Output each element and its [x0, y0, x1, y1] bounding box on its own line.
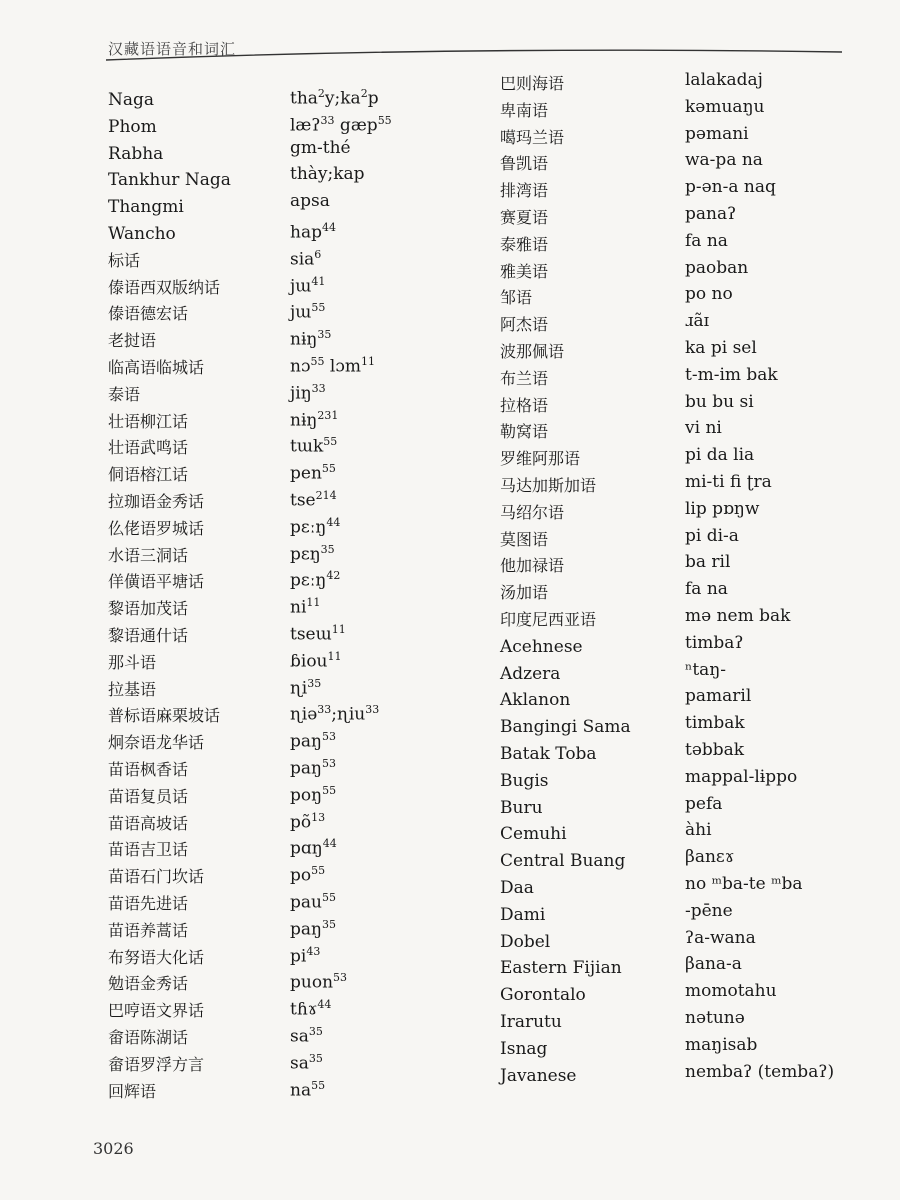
word-form	[290, 754, 336, 779]
word-form	[290, 1076, 326, 1101]
form-text: lip pɒŋw	[685, 498, 760, 519]
word-form	[685, 847, 734, 869]
form-text: nɨŋ	[290, 410, 318, 431]
form-text: wa-pa na	[685, 150, 763, 171]
language-name: 拉格语	[500, 395, 549, 415]
form-text: apsa	[290, 191, 330, 212]
form-text: fa na	[685, 579, 728, 600]
form-text: nɔ	[290, 356, 311, 377]
word-form	[290, 834, 337, 860]
language-name: 马达加斯加语	[500, 476, 597, 495]
language-name: 回辉语	[108, 1081, 157, 1101]
form-text: mə nem bak	[685, 606, 791, 626]
form-text: pamaril	[685, 686, 752, 707]
word-form	[685, 1035, 757, 1057]
form-text: pɛŋ	[290, 544, 321, 565]
language-name: Eastern Fijian	[500, 958, 622, 979]
form-text: tɦɤ	[290, 999, 318, 1020]
form-text: təbbak	[685, 740, 745, 760]
tone-superscript: 41	[311, 274, 326, 288]
header-rule	[104, 44, 844, 64]
language-name: 巴则海语	[500, 74, 565, 93]
tone-superscript: 11	[327, 649, 342, 663]
form-text: pen	[290, 463, 322, 484]
language-name: 鲁凯语	[500, 154, 549, 174]
form-text: momotahu	[685, 981, 777, 1002]
form-text: ⁿtaŋ-	[685, 659, 727, 680]
language-name: Wancho	[108, 224, 176, 244]
form-text: lalakadaj	[685, 70, 763, 90]
language-name: Aklanon	[500, 690, 571, 711]
word-form	[290, 406, 339, 431]
word-form	[290, 566, 341, 592]
word-form	[290, 861, 326, 886]
word-form	[685, 767, 797, 789]
form-text: ɹãɪ	[685, 311, 710, 332]
word-form	[685, 311, 709, 333]
word-form	[290, 432, 338, 458]
form-text: pɛːŋ	[290, 571, 327, 592]
tone-superscript: 231	[317, 408, 339, 422]
tone-superscript: 2	[317, 87, 325, 100]
language-name: Acehnese	[500, 636, 583, 657]
word-form	[685, 392, 754, 414]
word-form	[290, 942, 321, 967]
language-name: 雅美语	[500, 261, 549, 281]
form-text: timbaʔ	[685, 632, 744, 653]
language-name: 标话	[108, 250, 141, 270]
language-name: 畲语陈湖话	[108, 1028, 189, 1047]
form-text: ɳi	[290, 678, 308, 699]
language-name: Thangmi	[108, 197, 184, 218]
form-text: sa	[290, 1053, 309, 1074]
tone-superscript: 43	[306, 944, 321, 958]
tone-superscript: 35	[321, 917, 336, 931]
form-text: pəmani	[685, 123, 749, 144]
form-text: ɓiou	[290, 651, 328, 672]
language-name: Daa	[500, 878, 534, 898]
language-name: Batak Toba	[500, 744, 597, 764]
form-text: kəmuaŋu	[685, 96, 765, 117]
tone-superscript: 53	[321, 730, 336, 744]
tone-superscript: 11	[306, 596, 321, 610]
word-form	[290, 620, 346, 645]
language-name: Javanese	[500, 1065, 577, 1086]
language-name: 炯奈语龙华话	[108, 733, 205, 753]
word-form	[685, 686, 751, 708]
language-name: 拉基语	[108, 679, 157, 699]
tone-superscript: 35	[317, 328, 332, 342]
language-name: Rabha	[108, 143, 164, 164]
form-text: àhi	[685, 820, 712, 841]
tone-superscript: 55	[377, 113, 392, 127]
form-text: t-m-im bak	[685, 364, 778, 385]
language-name: Isnag	[500, 1038, 548, 1059]
word-form	[290, 700, 380, 726]
language-name: 苗语石门坎话	[108, 867, 205, 887]
language-name: Adzera	[500, 663, 561, 684]
word-form	[290, 379, 326, 404]
language-name: Bangingi Sama	[500, 717, 631, 738]
word-form	[290, 1049, 323, 1074]
word-form	[685, 499, 759, 521]
tone-superscript: 33	[311, 381, 326, 395]
tone-superscript: 55	[310, 355, 325, 368]
form-text: βana-a	[685, 954, 742, 975]
language-name: 仫佬语罗城话	[108, 518, 205, 538]
word-form	[290, 540, 335, 565]
language-name: Cemuhi	[500, 824, 567, 845]
language-name: 普标语麻栗坡话	[108, 706, 221, 726]
form-text: vi ni	[685, 418, 722, 439]
language-name: 他加禄语	[500, 556, 565, 576]
word-form	[685, 70, 763, 92]
word-form	[290, 593, 321, 618]
word-form	[290, 111, 392, 136]
form-text: ni	[290, 597, 307, 618]
language-name: Bugis	[500, 770, 549, 791]
language-name: Dami	[500, 904, 546, 925]
word-form	[685, 150, 763, 172]
word-form	[685, 740, 744, 762]
language-name: Central Buang	[500, 851, 626, 872]
word-form	[685, 981, 777, 1003]
word-form	[685, 177, 776, 199]
word-form	[290, 298, 326, 324]
word-form	[290, 272, 326, 297]
form-text: pau	[290, 892, 322, 913]
language-name: 黎语通什话	[108, 626, 189, 645]
language-name: 苗语枫香话	[108, 760, 189, 779]
word-form	[685, 124, 749, 146]
form-text: paŋ	[290, 919, 322, 940]
word-form	[290, 164, 365, 186]
language-name: 苗语高坡话	[108, 813, 189, 833]
language-name: 拉珈语金秀话	[108, 492, 205, 511]
language-name: 卑南语	[500, 100, 549, 120]
language-name: 印度尼西亚语	[500, 610, 597, 629]
language-name: Dobel	[500, 931, 551, 952]
language-name: 勉语金秀话	[108, 974, 189, 994]
tone-superscript: 6	[314, 247, 322, 261]
language-name: 壮语武鸣话	[108, 438, 189, 458]
form-text: no ᵐba-te ᵐba	[685, 874, 803, 894]
word-form	[290, 138, 351, 160]
tone-superscript: 55	[322, 783, 337, 797]
language-name: 苗语先进话	[108, 894, 189, 913]
word-form	[685, 874, 803, 896]
form-text: tseɯ	[290, 624, 332, 645]
form-text: ba ril	[685, 552, 731, 573]
form-text: βanɛɤ	[685, 847, 735, 868]
word-form	[685, 231, 728, 253]
word-form	[685, 472, 772, 494]
word-form	[685, 338, 757, 360]
language-name: 巴哼语文界话	[108, 1001, 205, 1021]
language-name: Gorontalo	[500, 985, 586, 1006]
tone-superscript: 35	[320, 542, 335, 556]
word-form	[685, 204, 736, 226]
tone-superscript: 55	[321, 462, 336, 476]
tone-superscript: 53	[321, 757, 336, 770]
tone-superscript: 33	[365, 703, 380, 717]
form-text: nembaʔ (tembaʔ)	[685, 1061, 835, 1082]
language-name: 畲语罗浮方言	[108, 1054, 205, 1074]
form-text: jɯ	[290, 303, 312, 324]
word-form	[290, 352, 375, 377]
tone-superscript: 55	[311, 864, 326, 878]
language-name: 侗语榕江话	[108, 465, 189, 485]
language-name: 阿杰语	[500, 315, 549, 335]
form-text: timbak	[685, 713, 745, 734]
form-text: lɔm	[324, 356, 361, 377]
word-form	[685, 526, 739, 548]
form-text: sa	[290, 1026, 309, 1047]
language-name: 那斗语	[108, 652, 157, 672]
form-text: jɯ	[290, 276, 312, 297]
word-form	[290, 486, 337, 511]
word-form	[290, 968, 348, 994]
word-form	[685, 445, 754, 467]
form-text: mappal-lɨppo	[685, 766, 798, 787]
word-form	[685, 1008, 745, 1030]
tone-superscript: 55	[311, 1078, 326, 1092]
form-text: paŋ	[290, 758, 322, 779]
tone-superscript: 33	[320, 113, 335, 127]
tone-superscript: 44	[317, 998, 332, 1012]
word-form	[290, 995, 332, 1020]
form-text: ka pi sel	[685, 338, 757, 358]
word-form	[685, 418, 722, 440]
language-name: 苗语吉卫话	[108, 840, 189, 860]
language-name: 波那佩语	[500, 342, 565, 361]
word-form	[290, 674, 322, 699]
word-form	[685, 954, 742, 976]
tone-superscript: 2	[360, 87, 368, 100]
language-name: Buru	[500, 797, 543, 818]
tone-superscript: 11	[360, 355, 375, 368]
form-text: puon	[290, 973, 334, 994]
word-form	[685, 794, 722, 816]
language-name: 苗语复员话	[108, 786, 189, 806]
form-text: ɳiə	[290, 705, 318, 726]
word-form	[290, 647, 342, 672]
word-form	[290, 915, 336, 940]
word-form	[290, 84, 379, 109]
form-text: fa na	[685, 230, 728, 251]
word-form	[685, 713, 745, 735]
language-name: Tankhur Naga	[108, 170, 231, 191]
word-form	[290, 808, 326, 833]
tone-superscript: 42	[326, 569, 341, 583]
form-text: na	[290, 1080, 312, 1101]
tone-superscript: 55	[323, 435, 338, 449]
word-form	[290, 325, 332, 350]
word-form	[290, 245, 322, 270]
language-name: Irarutu	[500, 1012, 562, 1032]
form-text: põ	[290, 812, 312, 833]
form-text: hap	[290, 222, 322, 243]
form-text: tɯk	[290, 437, 324, 458]
word-form	[685, 660, 726, 682]
form-text: gm-thé	[290, 137, 351, 158]
form-text: ʔa-wana	[685, 927, 756, 948]
word-form	[290, 513, 341, 538]
word-form	[290, 888, 336, 913]
language-name: 黎语加茂话	[108, 599, 189, 619]
language-name: 泰雅语	[500, 234, 549, 254]
language-name: 水语三洞话	[108, 545, 189, 565]
form-text: ;ɳiu	[331, 705, 366, 726]
form-text: tha	[290, 88, 318, 109]
language-name: 莫图语	[500, 529, 549, 549]
language-name: 马绍尔语	[500, 502, 565, 522]
form-text: maŋisab	[685, 1034, 758, 1055]
tone-superscript: 13	[311, 810, 326, 824]
tone-superscript: 53	[333, 971, 348, 985]
tone-superscript: 35	[307, 676, 322, 690]
word-form	[685, 606, 790, 628]
language-name: 勒窝语	[500, 422, 549, 442]
word-form	[685, 284, 733, 306]
tone-superscript: 214	[315, 489, 337, 502]
word-form	[290, 1022, 323, 1047]
language-name: 汤加语	[500, 583, 549, 603]
language-name: 傣语西双版纳话	[108, 277, 221, 297]
form-text: thày;kap	[290, 164, 365, 185]
form-text: pi di-a	[685, 525, 739, 546]
word-form	[685, 901, 733, 923]
word-form	[685, 633, 744, 655]
form-text: pi da lia	[685, 445, 755, 466]
tone-superscript: 11	[331, 623, 346, 636]
tone-superscript: 44	[321, 221, 336, 234]
form-text: nɨŋ	[290, 329, 318, 350]
language-name: 罗维阿那语	[500, 449, 581, 469]
form-text: p-ən-a naq	[685, 177, 776, 198]
word-form	[685, 258, 748, 280]
form-text: po no	[685, 284, 733, 305]
form-text: tse	[290, 490, 316, 511]
form-text: mi-ti fi ʈra	[685, 472, 772, 492]
form-text: bu bu si	[685, 391, 754, 412]
word-form	[685, 820, 712, 842]
tone-superscript: 55	[311, 301, 326, 315]
language-name: 布努语大化话	[108, 947, 205, 967]
language-name: 临高语临城话	[108, 358, 205, 377]
word-form	[685, 579, 728, 601]
form-text: paoban	[685, 257, 749, 278]
form-text: -pēne	[685, 900, 733, 921]
language-name: 布兰语	[500, 368, 549, 388]
language-name: 苗语养蒿话	[108, 920, 189, 940]
language-name: Phom	[108, 116, 157, 137]
language-name: 噶玛兰语	[500, 127, 565, 147]
word-form	[685, 97, 764, 119]
tone-superscript: 55	[321, 891, 336, 904]
language-name: 泰语	[108, 384, 141, 404]
word-form	[685, 365, 778, 387]
word-form	[290, 191, 330, 213]
form-text: nətunə	[685, 1008, 745, 1028]
form-text: gæp	[334, 115, 378, 136]
tone-superscript: 35	[308, 1051, 323, 1065]
language-name: 老挝语	[108, 331, 157, 351]
form-text: pi	[290, 946, 307, 967]
form-text: sia	[290, 249, 315, 270]
form-text: y;ka	[324, 88, 361, 109]
form-text: læʔ	[290, 115, 321, 136]
form-text: pɑŋ	[290, 839, 323, 860]
form-text: panaʔ	[685, 204, 737, 224]
language-name: 赛夏语	[500, 208, 549, 227]
language-name: Naga	[108, 90, 155, 110]
language-name: 邹语	[500, 288, 533, 308]
word-form	[290, 459, 336, 484]
form-text: pefa	[685, 793, 723, 814]
word-form	[685, 928, 756, 950]
running-header: 汉藏语语音和词汇	[108, 40, 237, 58]
tone-superscript: 35	[308, 1025, 323, 1038]
tone-superscript: 33	[317, 703, 332, 717]
form-text: pɛːŋ	[290, 517, 327, 538]
page-number: 3026	[93, 1139, 134, 1158]
tone-superscript: 44	[326, 515, 341, 529]
language-name: 佯僙语平塘话	[108, 572, 205, 592]
word-form	[685, 552, 730, 574]
language-name: 排湾语	[500, 181, 549, 201]
language-name: 壮语柳江话	[108, 411, 189, 431]
tone-superscript: 44	[322, 837, 337, 851]
word-form	[290, 218, 336, 243]
form-text: jiŋ	[290, 383, 312, 404]
form-text: po	[290, 865, 312, 886]
form-text: p	[367, 88, 379, 109]
form-text: poŋ	[290, 785, 323, 806]
form-text: paŋ	[290, 731, 322, 752]
word-form	[290, 727, 336, 752]
word-form	[685, 1062, 834, 1084]
language-name: 傣语德宏话	[108, 304, 189, 324]
word-form	[290, 781, 337, 806]
